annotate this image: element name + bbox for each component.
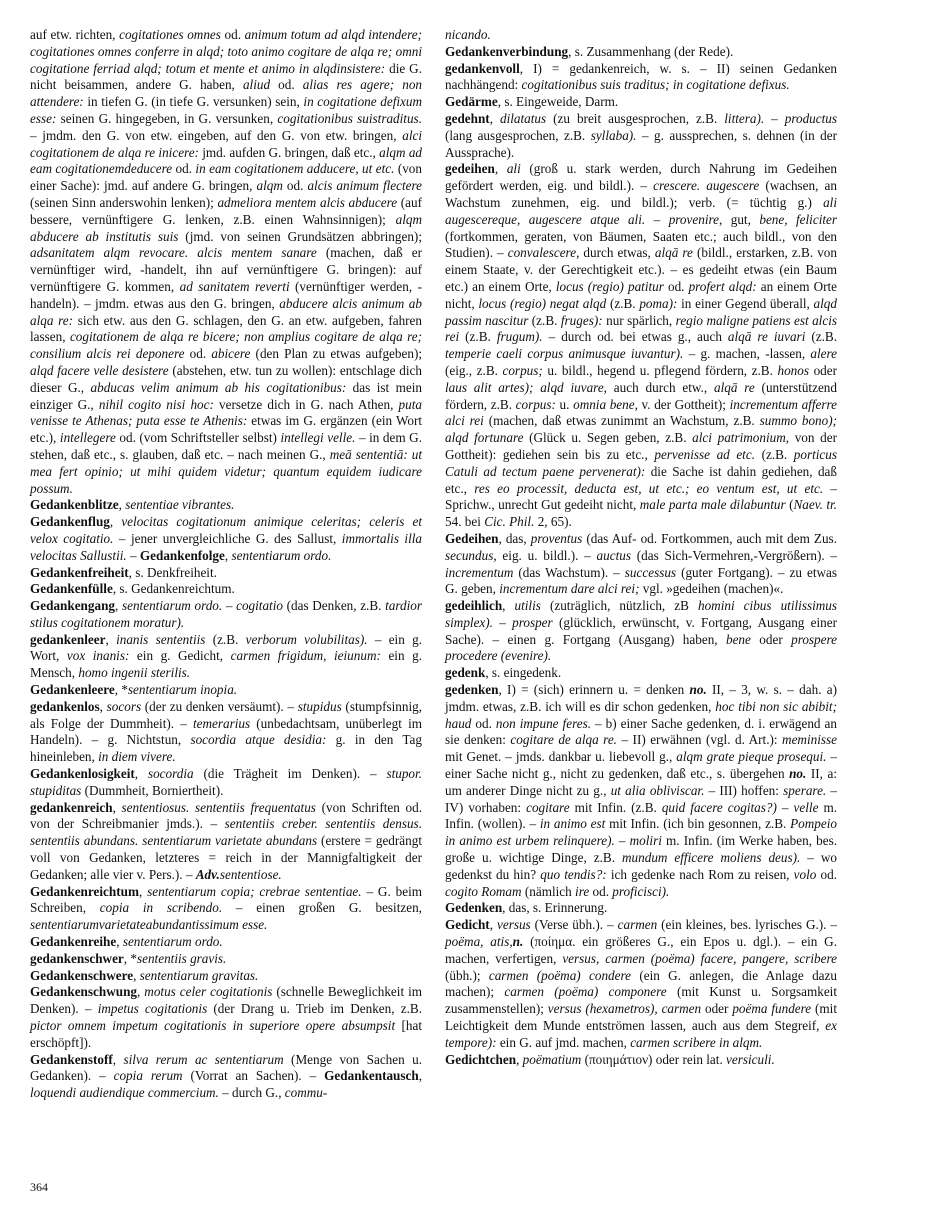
dictionary-entry: Gedeihen, das, proventus (das Auf- od. Fortkommen, auch mit dem Zus. secundus, eig. u. bildl.). – auctus (das Sich-Vermehren,-Vergrößern). – incrementum (das Wachstum). – successus (guter Fortgang). – zu etwas G. geben, incrementum dare alci rei; vgl. »gedeihen (machen)«. [445,530,837,597]
dictionary-entry: Gedankenreichtum, sententiarum copia; crebrae sententiae. – G. beim Schreiben, copia in scribendo. – einen großen G. besitzen, sententiarumvarietateabundantissimum esse. [30,883,422,933]
dictionary-entry: gedenk, s. eingedenk. [445,665,562,681]
dictionary-entry: Gedicht, versus (Verse übh.). – carmen (ein kleines, bes. lyrisches G.). – poëma, atis,n. (ποίημα. ein größeres G., ein Epos u. dgl.). – ein G. machen, verfertigen, versus, carmen (poëma) facere, pangere, scribere (übh.); carmen (poëma) condere (ein G. anlegen, die Anlage dazu machen); carmen (poëma) componere (mit Kunst u. Sorgsamkeit zusammenstellen); versus (hexametros), carmen oder poëma fundere (mit Leichtigkeit dem Munde entströmen lassen, auch aus dem Stegreif, ex tempore): ein G. auf jmd. machen, carmen scribere in alqm. [445,917,838,1050]
dictionary-entry: Gedankengang, sententiarum ordo. – cogitatio (das Denken, z.B. tardior stilus cogitationem moratur). [30,598,422,630]
dictionary-entry: gedankenreich, sententiosus. sententiis frequentatus (von Schriften od. von der Schreibmanier jmds.). – sententiis creber. sententiis densus. sententiis abundans. sententiarum varietate abundans (erstere = gedrängt voll von Gedanken, letzteres = reich in der Mannigfaltigkeit der Gedanken; alle vier v. Pers.). – Adv.sententiose. [30,799,423,882]
dictionary-entry: Gedankenflug, velocitas cogitationum animique celeritas; celeris et velox cogitatio. – jener unvergleichliche G. des Sallust, immortalis illa velocitas Sallustii. – Gedankenfolge, sententiarum ordo. [30,514,423,563]
left-column [30,27,422,1102]
dictionary-entry: gedankenschwer, *sententiis gravis. [30,950,227,966]
dictionary-entry: gedeihen, ali (groß u. stark werden, durch Nahrung im Gedeihen gefördert werden, eig. und bildl.). – crescere. augescere (wachsen, an Wachstum zunehmen, eig. und bildl.); verb. (= tüchtig g.) ali augescereque, augescere atque ali. – provenire, gut, bene, feliciter (fortkommen, geraten, von Bäumen, Saaten etc.; auch bildl., von den Studien). – convalescere, durch etwas, alqā re (bildl., erstarken, z.B. von einem Staate, v. der Gerechtigkeit etc.). – es gedeiht etwas (ein Baum etc.) an einem Orte, locus (regio) patitur od. profert alqd: an einem Orte nicht, locus (regio) negat alqd (z.B. poma): in einer Gegend überall, alqd passim nascitur (z.B. fruges): nur spärlich, regio maligne patiens est alcis rei (z.B. frugum). – durch od. bei etwas g., auch alqā re iuvari (z.B. temperie caeli corpus animusque iuvantur). – g. machen, -lassen, alere (eig., z.B. corpus; u. bildl., hegend u. pflegend fördern, z.B. honos oder laus alit artes); alqd iuvare, auch durch etw., alqā re (unterstützend fördern, z.B. corpus: u. omnia bene, v. der Gottheit); incrementum afferre alci rei (machen, daß etwas zunimmt an Wachstum, z.B. summo bono); alqd fortunare (Glück u. Segen geben, z.B. alci patrimonium, von der Gottheit): gediehen sein bis zu etc., pervenisse ad etc. (z.B. porticus Catuli ad tectum paene pervenerat): die Sache ist dahin gediehen, daß etc., res eo processit, deducta est, ut etc.; eo ventum est, ut etc. – Sprichw., unrecht Gut gedeiht nicht, male parta male dilabuntur (Naev. tr. 54. bei Cic. Phil. 2, 65). [445,161,838,530]
page-number: 364 [30,1180,48,1194]
dictionary-entry: Gedankenfreiheit, s. Denkfreiheit. [30,564,217,580]
dictionary-entry: gedankenleer, inanis sententiis (z.B. verborum volubilitas). – ein g. Wort, vox inanis: ein g. Gedicht, carmen frigidum, ieiunum: ein g. Mensch, homo ingenii sterilis. [30,631,422,681]
dictionary-entry: Gedankenleere, *sententiarum inopia. [30,682,238,698]
dictionary-entry: gedankenvoll, I) = gedankenreich, w. s. – II) seinen Gedanken nachhängend: cogitationibus suis traditus; in cogitatione defixus. [445,60,837,93]
dictionary-entry: gedenken, I) = (sich) erinnern u. = denken no. II, – 3, w. s. – dah. a) jmdm. etwas, z.B. ich will es dir schon gedenken, hoc tibi non sic abibit; haud od. non impune feres. – b) einer Sache gedenken, d. i. erwägend an sie denken: cogitare de alqa re. – II) erwähnen (vgl. d. Art.): meminisse mit Genet. – jmds. dankbar u. liebevoll g., alqm grate pieque prosequi. – einer Sache nicht g., nicht zu gedenken, daß etc., s. übergehen no. II, a: um anderer Dinge nicht zu g., ut alia obliviscar. – III) hoffen: sperare. – IV) vorhaben: cogitare mit Infin. (z.B. quid facere cogitas?) – velle m. Infin. (wollen). – in animo est mit Infin. (ich bin gesonnen, z.B. Pompeio in animo est urbem relinquere). – moliri m. Infin. (im Werke haben, bes. große u. wichtige Dinge, z.B. mundum efficere moliens deus). – wo gedenkst du hin? quo tendis?: ich gedenke nach Rom zu reisen, volo od. cogito Romam (nämlich ire od. proficisci). [445,682,838,899]
dictionary-entry: Gedenken, das, s. Erinnerung. [445,900,608,916]
right-column [445,27,837,1068]
dictionary-entry: Gedichtchen, poëmatium (ποιημάτιον) oder rein lat. versiculi. [445,1051,775,1067]
dictionary-entry: Gedankenlosigkeit, socordia (die Trägheit im Denken). – stupor. stupiditas (Dummheit, Borniertheit). [30,766,422,798]
dictionary-entry: Gedankenschwung, motus celer cogitationis (schnelle Beweglichkeit im Denken). – impetus cogitationis (der Drang u. Trieb im Denken, z.B. pictor omnem impetum cogitationis in superiore opere absumpsit [hat erschöpft]). [30,984,423,1050]
dictionary-entry: auf etw. richten, cogitationes omnes od. animum totum ad alqd intendere; cogitationes omnes conferre in alqd; toto animo cogitare de alqa re; omni cogitatione ferriad alqd; totum et mente et animo in alqdinsistere: die G. nicht beisammen, andere G. haben, aliud od. alias res agere; non attendere: in tiefen G. (in tiefe G. versunken) sein, in cogitatione defixum esse: seinen G. hingegeben, in G. versunken, cogitationibus suistraditus. – jmdm. den G. von etw. eingeben, auf den G. von etw. bringen, alci cogitationem de alqa re inicere: jmd. aufden G. bringen, daß etc., alqm ad eam cogitationemdeducere od. in eam cogitationem adducere, ut etc. (von einer Sache): jmd. auf andere G. bringen, alqm od. alcis animum flectere (seinen Sinn anderswohin lenken); admeliora mentem alcis abducere (auf bessere, vernünftigere G. lenken, z.B. einen Wahnsinnigen); alqm abducere ab institutis suis (jmd. von seinen Grundsätzen abbringen); adsanitatem alqm revocare. alcis mentem sanare (machen, daß er vernünftiger wird, -handelt, ihn auf vernünftigere G. bringen): auf vernünftigere G. kommen, ad sanitatem reverti (vernünftiger werden, -handeln). – jmdm. etwas aus den G. bringen, abducere alcis animum ab alqa re: sich etw. aus den G. schlagen, den G. an etw. aufgeben, fahren lassen, cogitationem de alqa re bicere; non amplius cogitare de alqa re; consilium alcis rei deponere od. abicere (den Plan zu etwas aufgeben); alqd facere velle desistere (abstehen, etw. tun zu wollen): entschlage dich dieser G., abducas velim animum ab his cogitationibus: das ist mein einziger G., nihil cogito nisi hoc: versetze dich in G. nach Athen, puta venisse te Athenas; puta esse te Athenis: etwas im G. ergänzen (ein Wort etc.), intellegere od. (vom Schriftsteller selbst) intellegi velle. – in dem G. stehen, daß etc., s. glauben, daß etc. – nach meinen G., meā sententiā: ut mea fert opinio; ut mihi quidem videtur; quantum equidem iudicare possum. [30,27,423,496]
dictionary-entry: gedehnt, dilatatus (zu breit ausgesprochen, z.B. littera). – productus (lang ausgesprochen, z.B. syllaba). – g. aussprechen, s. dehnen (in der Aussprache). [445,110,838,160]
dictionary-entry: Gedankenstoff, silva rerum ac sententiarum (Menge von Sachen u. Gedanken). – copia rerum (Vorrat an Sachen). – Gedankentausch, loquendi audiendique commercium. – durch G., commu- [30,1051,423,1101]
dictionary-entry: Gedankenfülle, s. Gedankenreichtum. [30,581,235,597]
dictionary-entry: Gedankenblitze, sententiae vibrantes. [30,497,235,513]
dictionary-entry: Gedankenverbindung, s. Zusammenhang (der Rede). [445,43,734,59]
dictionary-entry: Gedärme, s. Eingeweide, Darm. [445,94,619,110]
dictionary-entry: Gedankenschwere, sententiarum gravitas. [30,967,259,983]
dictionary-entry: nicando. [445,27,491,42]
dictionary-entry: gedeihlich, utilis (zuträglich, nützlich, zB homini cibus utilissimus simplex). – prosper (glücklich, erwünscht, v. Fortgang, Ausgang einer Sache). – einen g. Fortgang (Ausgang) haben, bene oder prospere procedere (evenire). [445,598,838,664]
dictionary-entry: gedankenlos, socors (der zu denken versäumt). – stupidus (stumpfsinnig, als Folge der Dummheit). – temerarius (unbedachtsam, unüberlegt im Handeln). – g. Nichtstun, socordia atque desidia: g. in den Tag hineinleben, in diem vivere. [30,698,422,765]
dictionary-entry: Gedankenreihe, sententiarum ordo. [30,934,223,950]
